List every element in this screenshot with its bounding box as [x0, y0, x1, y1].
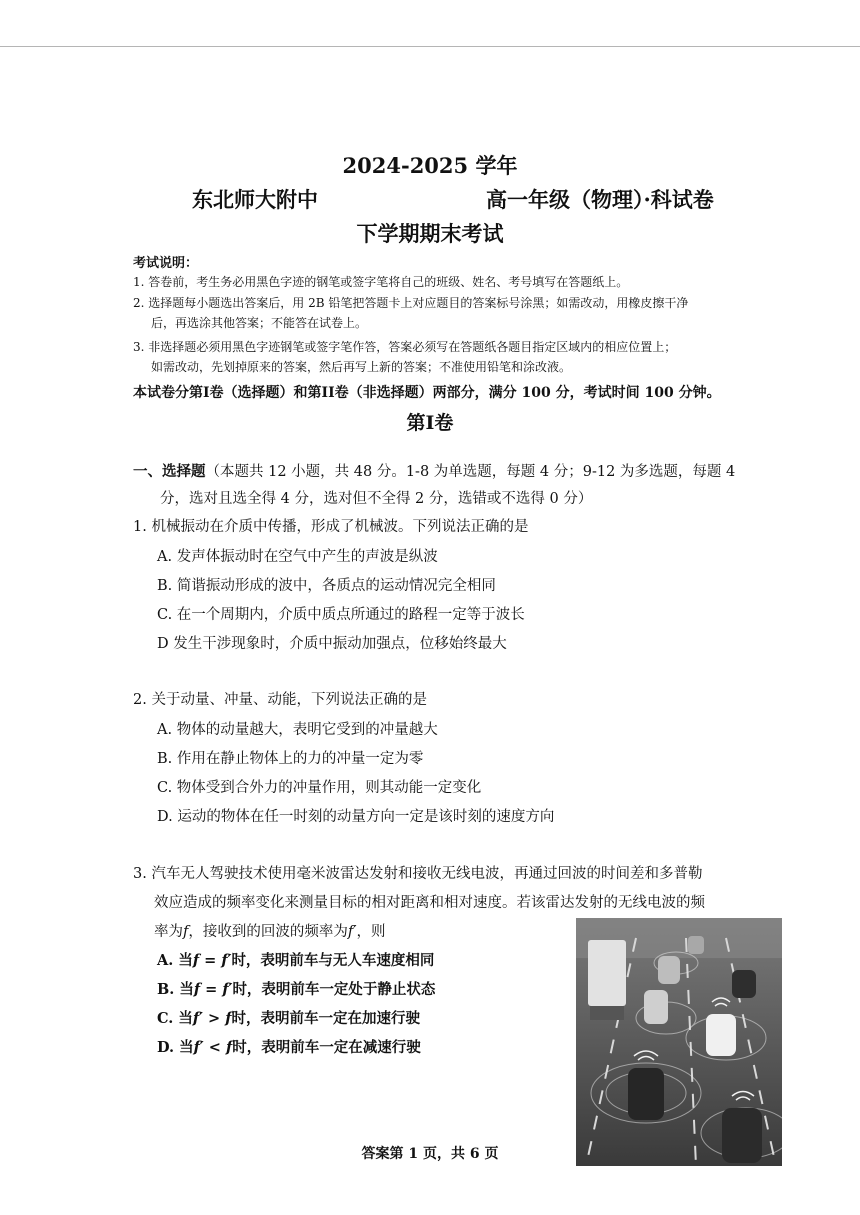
instruction-item-2: 2. 选择题每小题选出答案后，用 2B 铅笔把答题卡上对应题目的答案标号涂黑；如需改动，用橡皮擦干净	[133, 296, 689, 310]
frequency-f: f	[183, 924, 189, 940]
section-header	[133, 460, 735, 481]
section-desc: （本题共 12 小题，共 48 分。1-8 为单选题，每题 4 分；9-12 为多选题，每题 4	[205, 464, 736, 480]
option-var: f′	[221, 952, 232, 969]
option-text: 当	[179, 1039, 194, 1056]
option-text: 时，表明前车一定在减速行驶	[232, 1039, 421, 1056]
option-operator: =	[200, 981, 223, 998]
question-3-stem-line2: 效应造成的频率变化来测量目标的相对距离和相对速度。若该雷达发射的无线电波的频	[154, 895, 705, 911]
option-operator: >	[202, 1010, 226, 1027]
section-title: 一、选择题	[133, 463, 206, 480]
question-1-option-d: D 发生干涉现象时，介质中振动加强点，位移始终最大	[157, 636, 507, 652]
option-var: f′	[222, 981, 233, 998]
question-2-option-c: C. 物体受到合外力的冲量作用，则其动能一定变化	[157, 780, 482, 796]
question-2-stem: 2. 关于动量、冲量、动能，下列说法正确的是	[133, 692, 427, 708]
option-text: 当	[178, 952, 193, 969]
option-var: f′	[192, 1010, 203, 1027]
option-text: 当	[178, 1010, 193, 1027]
option-text: 时，表明前车一定处于静止状态	[232, 981, 436, 998]
question-2-option-a: A. 物体的动量越大，表明它受到的冲量越大	[157, 722, 438, 738]
question-3-stem-line3	[154, 920, 386, 941]
option-letter: D.	[157, 1039, 175, 1056]
question-3-option-b	[157, 978, 435, 999]
exam-subject: 高一年级（物理）·科试卷	[486, 187, 714, 212]
option-text: 当	[179, 981, 194, 998]
instructions-title: 考试说明：	[133, 256, 199, 271]
question-1-stem: 1. 机械振动在介质中传播，形成了机械波。下列说法正确的是	[133, 519, 529, 535]
question-3-option-c	[157, 1007, 420, 1028]
school-name: 东北师大附中	[192, 187, 318, 212]
frequency-f-prime: f′	[347, 924, 357, 940]
option-var: f	[192, 952, 200, 969]
question-3-option-d	[157, 1036, 421, 1057]
option-var: f	[193, 981, 201, 998]
question-3-option-a	[157, 949, 434, 970]
question-2-option-d: D. 运动的物体在任一时刻的动量方向一定是该时刻的速度方向	[157, 809, 555, 825]
option-operator: <	[203, 1039, 226, 1056]
exam-term: 下学期期末考试	[356, 221, 504, 246]
instruction-item-1: 1. 答卷前，考生务必用黑色字迹的钢笔或签字笔将自己的班级、姓名、考号填写在答题纸上。	[133, 275, 629, 289]
option-operator: =	[199, 952, 222, 969]
question-3-stem-line1: 3. 汽车无人驾驶技术使用毫米波雷达发射和接收无线电波，再通过回波的时间差和多普勒	[133, 866, 703, 882]
option-var: f	[225, 1039, 233, 1056]
exam-year: 2024-2025 学年	[342, 153, 518, 178]
option-var: f	[225, 1010, 232, 1027]
question-1-option-b: B. 简谐振动形成的波中，各质点的运动情况完全相同	[157, 578, 496, 594]
instruction-item-3-cont: 如需改动，先划掉原来的答案，然后再写上新的答案；不准使用铅笔和涂改液。	[151, 360, 572, 374]
page-footer: 答案第 1 页，共 6 页	[361, 1146, 499, 1162]
option-letter: B.	[157, 981, 175, 998]
autonomous-driving-photo	[576, 918, 782, 1166]
traffic-radar-illustration	[576, 918, 782, 1166]
instruction-item-3: 3. 非选择题必须用黑色字迹钢笔或签字笔作答，答案必须写在答题纸各题目指定区域内的相应位置上；	[133, 340, 677, 354]
option-text: 时，表明前车一定在加速行驶	[231, 1010, 420, 1027]
question-1-option-c: C. 在一个周期内，介质中质点所通过的路程一定等于波长	[157, 607, 525, 623]
question-1-option-a: A. 发声体振动时在空气中产生的声波是纵波	[157, 549, 438, 565]
stem-text: ，接收到的回波的频率为	[188, 924, 348, 940]
option-letter: C.	[157, 1010, 174, 1027]
paper-structure: 本试卷分第I卷（选择题）和第II卷（非选择题）两部分，满分 100 分，考试时间 100 分钟。	[133, 385, 721, 401]
option-letter: A.	[157, 952, 174, 969]
section-desc-cont: 分，选对且选全得 4 分，选对但不全得 2 分，选错或不选得 0 分）	[160, 491, 593, 507]
stem-text: 率为	[154, 924, 183, 940]
page-top-edge	[0, 46, 860, 47]
stem-text: ，则	[356, 924, 386, 940]
option-text: 时，表明前车与无人车速度相同	[231, 952, 435, 969]
question-2-option-b: B. 作用在静止物体上的力的冲量一定为零	[157, 751, 424, 767]
option-var: f′	[193, 1039, 204, 1056]
instruction-item-2-cont: 后，再选涂其他答案；不能答在试卷上。	[151, 316, 368, 330]
volume-title: 第I卷	[406, 412, 454, 434]
